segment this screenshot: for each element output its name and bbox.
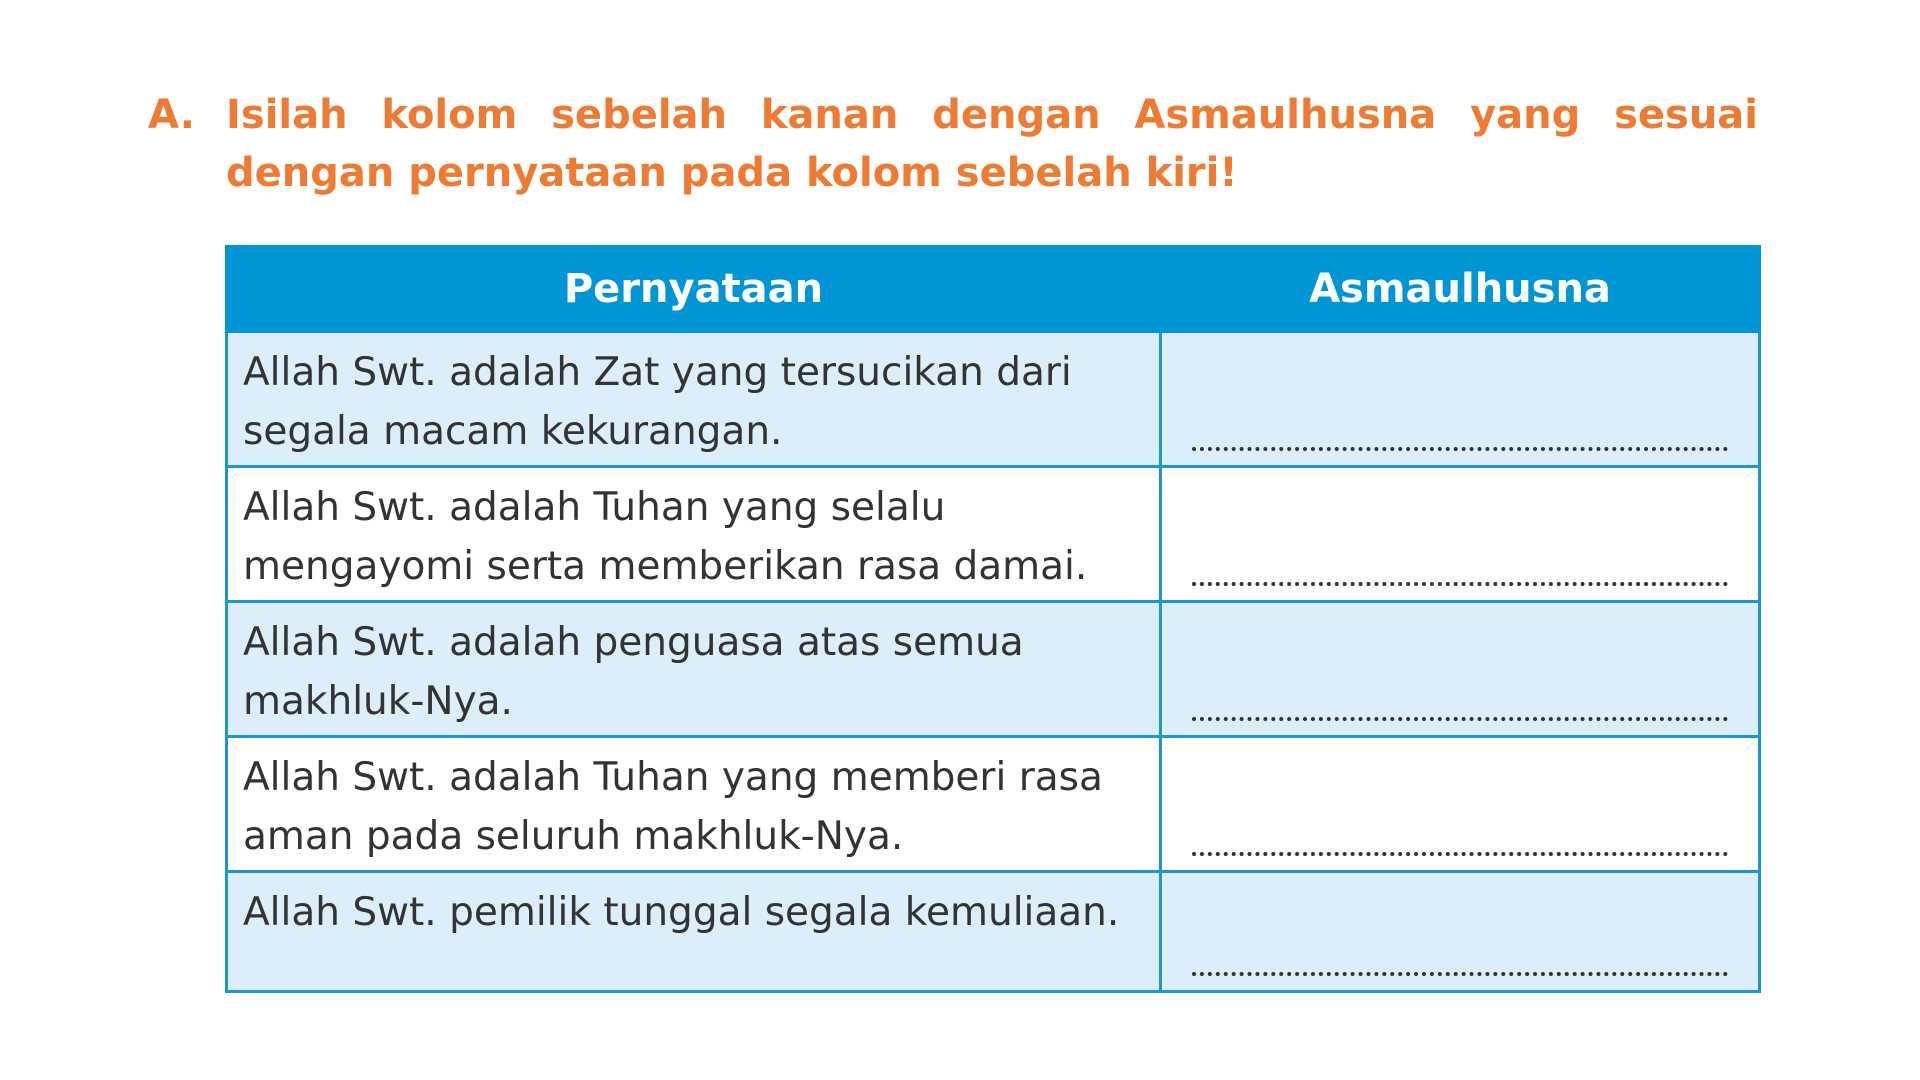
table-row — [227, 332, 1760, 467]
answer-cell[interactable] — [1161, 737, 1760, 872]
statement-cell: Allah Swt. adalah Tuhan yang memberi rasa aman pada seluruh makhluk-Nya. — [227, 737, 1161, 872]
table-header-row — [227, 247, 1760, 332]
answer-cell[interactable] — [1161, 602, 1760, 737]
answer-cell[interactable] — [1161, 332, 1760, 467]
instruction-text: Isilah kolom sebelah kanan dengan Asmaulhusna yang sesuai dengan pernyataan pada kolom sebelah kiri! — [226, 92, 1758, 196]
worksheet-table — [225, 245, 1761, 993]
table-row — [227, 467, 1760, 602]
instruction-letter: A. — [148, 92, 195, 138]
table-row — [227, 737, 1760, 872]
answer-blank[interactable] — [1192, 578, 1728, 586]
statement-cell: Allah Swt. pemilik tunggal segala kemuliaan. — [227, 872, 1161, 992]
answer-blank[interactable] — [1192, 968, 1728, 976]
table-row — [227, 602, 1760, 737]
answer-blank[interactable] — [1192, 443, 1728, 451]
instruction — [148, 86, 1758, 202]
answer-blank[interactable] — [1192, 848, 1728, 856]
header-pernyataan: Pernyataan — [227, 247, 1161, 332]
statement-cell: Allah Swt. adalah Zat yang tersucikan dari segala macam kekurangan. — [227, 332, 1161, 467]
header-asmaulhusna: Asmaulhusna — [1161, 247, 1760, 332]
answer-cell[interactable] — [1161, 467, 1760, 602]
answer-blank[interactable] — [1192, 713, 1728, 721]
statement-cell: Allah Swt. adalah penguasa atas semua makhluk-Nya. — [227, 602, 1161, 737]
table-row — [227, 872, 1760, 992]
answer-cell[interactable] — [1161, 872, 1760, 992]
statement-cell: Allah Swt. adalah Tuhan yang selalu mengayomi serta memberikan rasa damai. — [227, 467, 1161, 602]
